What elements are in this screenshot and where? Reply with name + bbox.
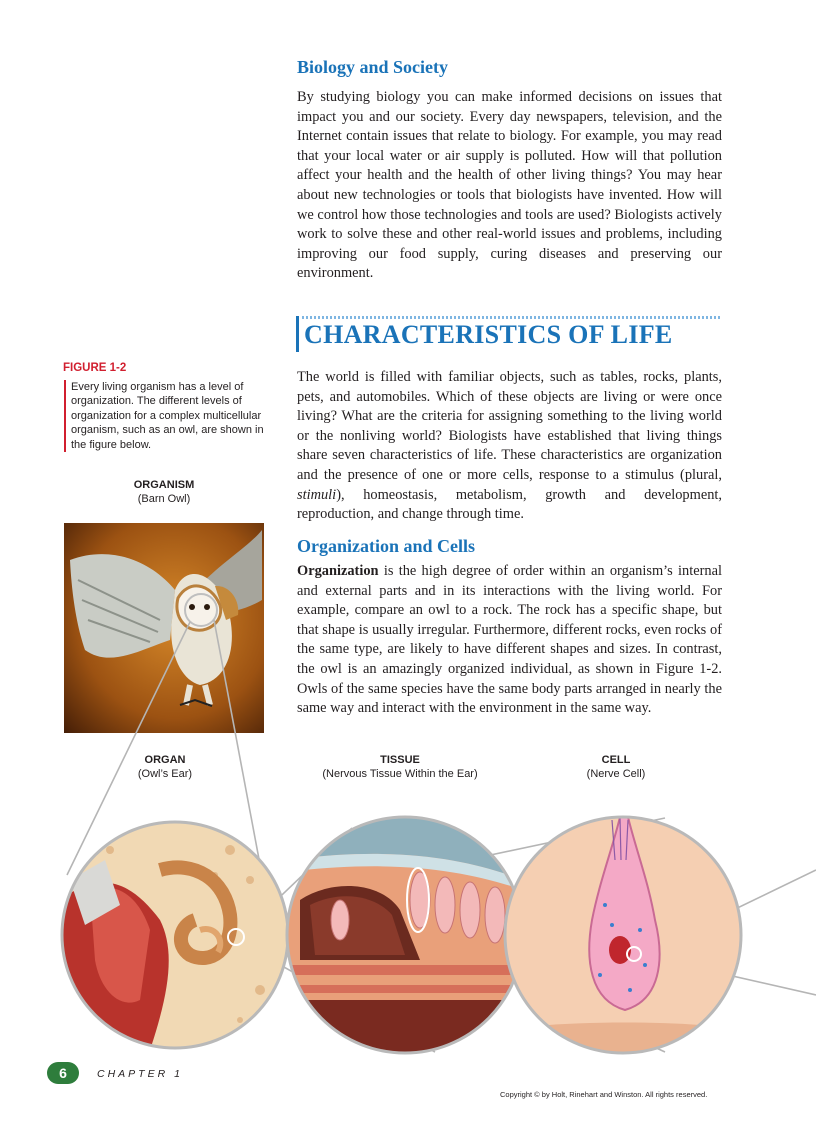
figure-label: FIGURE 1-2 — [63, 362, 127, 374]
label-sub: (Barn Owl) — [137, 493, 191, 505]
label-title: ORGANISM — [133, 479, 195, 491]
label-sub: (Nerve Cell) — [586, 768, 646, 780]
section-paragraph-biology-society: By studying biology you can make informed decisions on issues that impact you and our society. Every day newspapers, television, and the Internet contain issues that relate to biology. For example, you may read that your local water or air supply is polluted. How will that pollution affect your health and the health of other living things? You may hear about new technologies or tools that biologists have invented. How will we control how those technologies and tools are used? Biologists actively work to solve these and other real-world issues and problems, including improving our food supply, curing diseases and preserving our environment. — [297, 89, 722, 282]
label-title: ORGAN — [144, 754, 186, 766]
bold-term: Organization — [297, 563, 379, 579]
copyright-notice: Copyright © by Holt, Rinehart and Winston. All rights reserved. — [500, 1090, 708, 1099]
label-sub: (Owl’s Ear) — [137, 768, 193, 780]
section-paragraph-characteristics — [297, 368, 722, 525]
chapter-running-footer: CHAPTER 1 — [97, 1068, 183, 1080]
page-number-badge: 6 — [47, 1062, 79, 1084]
label-title: TISSUE — [380, 754, 420, 766]
label-organism — [94, 478, 234, 506]
tissue-illustration — [287, 817, 523, 1053]
section-heading-biology-society: Biology and Society — [297, 57, 449, 77]
barn-owl-photo — [64, 523, 264, 733]
text-run: ), homeostasis, metabolism, growth and development, reproduction, and change through time. — [297, 486, 722, 523]
chapter-section-title — [296, 314, 722, 354]
section-heading-organization: Organization and Cells — [297, 536, 476, 556]
organ-ear-illustration — [60, 820, 290, 1050]
label-title: CELL — [601, 754, 631, 766]
section-heading-characteristics: CHARACTERISTICS OF LIFE — [304, 320, 673, 349]
cell-illustration — [505, 817, 741, 1053]
title-dotted-rule — [302, 316, 722, 319]
label-sub: (Nervous Tissue Within the Ear) — [322, 768, 478, 780]
organization-figure — [0, 515, 816, 1060]
text-run: The world is filled with familiar objects, such as tables, rocks, plants, pets, and automobiles. Which of these objects are living or were once living? What are the criteria for assigning something to the living world or the nonliving world? Biologists have established that living things share seven characteristics of life. These characteristics are organization and the presence of one or more cells, response to a stimulus (plural, — [297, 369, 722, 483]
title-accent-bar — [296, 316, 299, 352]
italic-term: stimuli — [297, 486, 337, 503]
text-run: is the high degree of order within an organism’s internal and external parts and in its interactions with the living world. For example, compare an owl to a rock. The rock has a specific shape, but that shape is usually irregular. Furthermore, different rocks, even rocks of the same type, are likely to have different shapes and sizes. In contrast, the owl is an amazingly organized individual, as shown in Figure 1-2. Owls of the same species have the same body parts arranged in nearly the same way and interact with the environment in the same way. — [297, 563, 722, 717]
figure-caption: Every living organism has a level of organization. The different levels of organization for a complex multicellular organism, such as an owl, are shown in the figure below. — [64, 380, 271, 452]
